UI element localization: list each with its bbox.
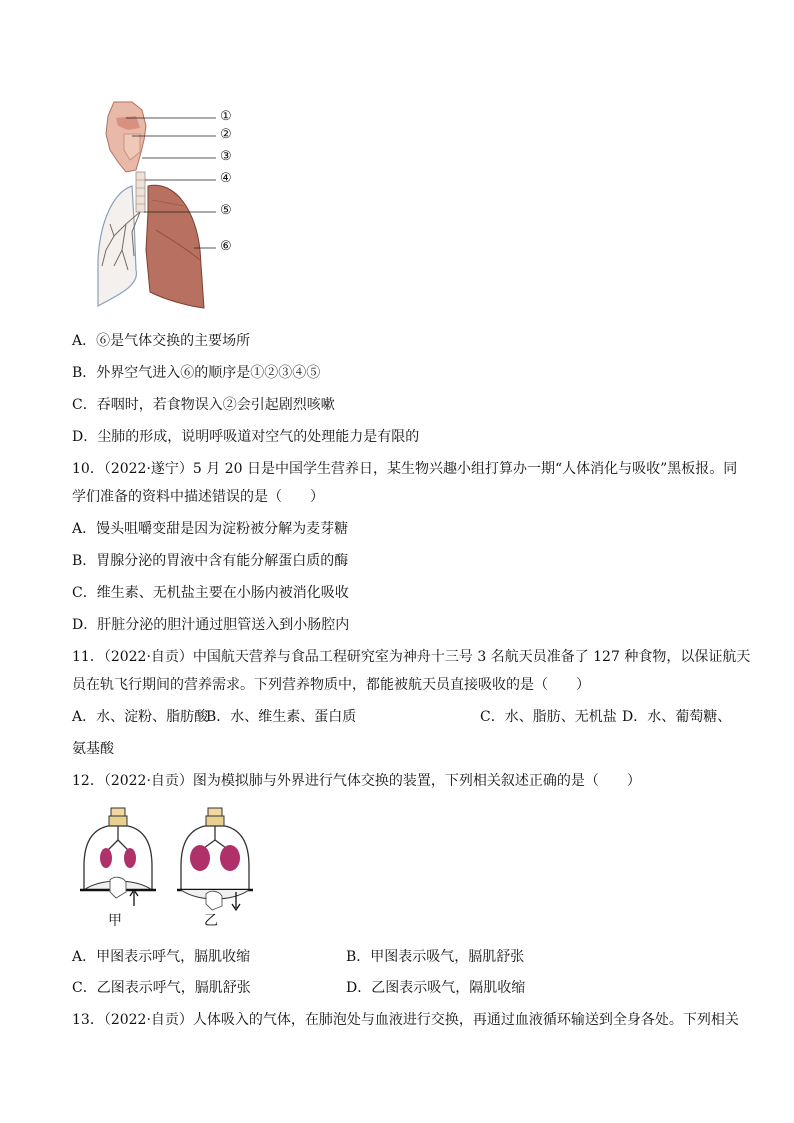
- q12-option-a: A．甲图表示呼气，膈肌收缩: [72, 949, 251, 965]
- q11-option-b: B．水、维生素、蛋白质: [206, 709, 357, 725]
- figure-label-5: ⑤: [220, 203, 232, 218]
- q12-option-d: D．乙图表示吸气，隔肌收缩: [346, 980, 526, 996]
- q10-stem-line1: 10．（2022·遂宁）5 月 20 日是中国学生营养日，某生物兴趣小组打算办一期“人体消化与吸收”黑板报。同: [72, 461, 738, 477]
- bell-jar-right: [177, 808, 253, 910]
- figure-label-6: ⑥: [220, 239, 232, 254]
- q11-option-d: D．水、葡萄糖、: [622, 709, 732, 725]
- respiratory-system-figure: [96, 100, 246, 312]
- q13-stem-line1: 13．（2022·自贡）人体吸入的气体，在肺泡处与血液进行交换，再通过血液循环输送到全身各处。下列相关: [72, 1012, 739, 1028]
- q9-option-a: A．⑥是气体交换的主要场所: [72, 333, 251, 349]
- q9-option-b: B．外界空气进入⑥的顺序是①②③④⑤: [72, 365, 321, 381]
- figure-label-3: ③: [220, 149, 232, 164]
- q11-option-a: A．水、淀粉、脂肪酸: [72, 709, 209, 725]
- bell-jar-left: [80, 808, 156, 906]
- q10-stem-line2: 学们准备的资料中描述错误的是（ ）: [72, 489, 324, 505]
- q11-stem-line2: 员在轨飞行期间的营养需求。下列营养物质中，都能被航天员直接吸收的是（ ）: [72, 677, 590, 693]
- q9-option-d: D．尘肺的形成，说明呼吸道对空气的处理能力是有限的: [72, 429, 420, 445]
- figure-label-4: ④: [220, 171, 232, 186]
- q11-stem-line1: 11．（2022·自贡）中国航天营养与食品工程研究室为神舟十三号 3 名航天员准备了 127 种食物，以保证航天: [72, 649, 751, 665]
- bell-jar-figure: [80, 806, 260, 936]
- bell-jar-illustration: [80, 806, 260, 916]
- q11-option-d-cont: 氨基酸: [72, 741, 114, 757]
- q9-option-c: C．吞咽时，若食物误入②会引起剧烈咳嗽: [72, 397, 335, 413]
- figure-label-1: ①: [220, 109, 232, 124]
- q12-option-b: B．甲图表示吸气，膈肌舒张: [346, 949, 525, 965]
- q12-option-c: C．乙图表示呼气，膈肌舒张: [72, 980, 251, 996]
- q11-option-c: C．水、脂肪、无机盐: [480, 709, 617, 725]
- q12-stem: 12．（2022·自贡）图为模拟肺与外界进行气体交换的装置，下列相关叙述正确的是（ ）: [72, 773, 641, 789]
- figure-label-2: ②: [220, 127, 232, 142]
- q10-option-d: D．肝脏分泌的胆汁通过胆管送入到小肠腔内: [72, 617, 350, 633]
- q10-option-c: C．维生素、无机盐主要在小肠内被消化吸收: [72, 585, 349, 601]
- fig-label-yi: 乙: [204, 913, 218, 929]
- fig-label-jia: 甲: [108, 913, 122, 929]
- q10-option-a: A．馒头咀嚼变甜是因为淀粉被分解为麦芽糖: [72, 521, 349, 537]
- q10-option-b: B．胃腺分泌的胃液中含有能分解蛋白质的酶: [72, 553, 349, 569]
